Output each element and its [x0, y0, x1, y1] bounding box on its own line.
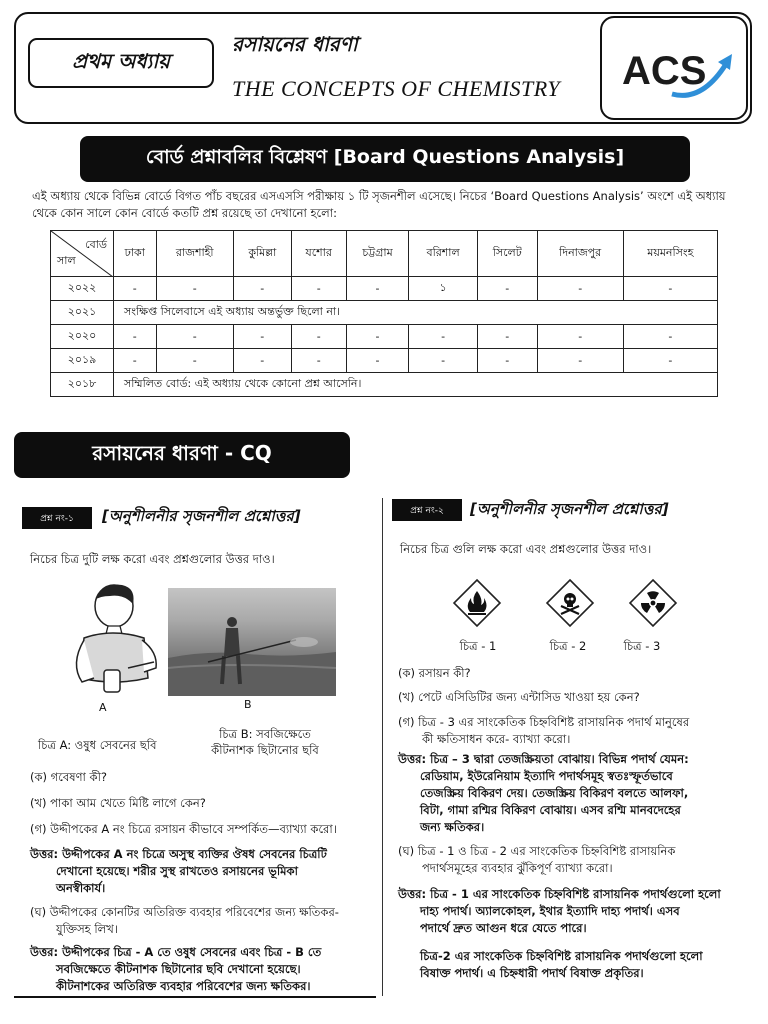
count-cell: - [233, 325, 291, 349]
table-row [51, 373, 718, 397]
board-header: যশোর [291, 231, 346, 277]
figure-b-letter: B [244, 698, 252, 711]
year-cell: ২০১৯ [51, 349, 114, 373]
analysis-intro: এই অধ্যায় থেকে বিভিন্ন বোর্ডে বিগত পাঁচ বছরের এসএসসি পরীক্ষায় ১ টি সৃজনশীল এসেছে। নিচের ‘Board Questions Analysis’ অংশে এই অধ্যায় থেকে কোন সালে কোন বোর্ডে কতটি প্রশ্ন রয়েছে তা দেখানো হলো: [32, 189, 726, 220]
figure-1-caption: চিত্র - 1 [459, 639, 497, 653]
question-1-prompt: নিচের চিত্র দুটি লক্ষ করো এবং প্রশ্নগুলোর উত্তর দাও। [30, 552, 275, 566]
caption-a: চিত্র A: ওষুধ সেবনের ছবি [38, 738, 157, 752]
year-cell: ২০২১ [51, 301, 114, 325]
count-cell: - [233, 349, 291, 373]
radioactive-symbol [628, 578, 678, 628]
toxic-symbol [545, 578, 595, 628]
q1-ka: (ক) গবেষণা কী? [30, 770, 107, 784]
chapter-label: প্রথম অধ্যায় [28, 38, 214, 88]
count-cell: - [537, 325, 623, 349]
count-cell: - [291, 349, 346, 373]
radiation-icon [628, 578, 678, 628]
q2-kha: (খ) পেটে এসিডিটির জন্য এন্টাসিড খাওয়া হয় কেন? [398, 690, 640, 704]
board-header: রাজশাহী [156, 231, 233, 277]
note-cell: সম্মিলিত বোর্ড: এই অধ্যায় থেকে কোনো প্রশ্ন আসেনি। [114, 373, 718, 397]
count-cell: - [156, 277, 233, 301]
chapter-title-en: THE CONCEPTS OF CHEMISTRY [232, 76, 561, 101]
board-header: ময়মনসিংহ [623, 231, 717, 277]
year-cell: ২০২০ [51, 325, 114, 349]
q1-kha: (খ) পাকা আম খেতে মিষ্টি লাগে কেন? [30, 796, 206, 810]
skull-crossbones-icon [545, 578, 595, 628]
table-row [51, 325, 718, 349]
count-cell: - [233, 277, 291, 301]
table-row [51, 301, 718, 325]
count-cell: - [291, 325, 346, 349]
board-header: দিনাজপুর [537, 231, 623, 277]
q2-ga-answer-line-1: উত্তর: চিত্র – 3 দ্বারা তেজস্ক্রিয়তা বোঝায়। বিভিন্ন পদার্থ যেমন: [398, 752, 689, 766]
question-2-tag: প্রশ্ন নং-২ [392, 499, 462, 521]
q2-gha-answer-line-2: দাহ্য পদার্থ। অ্যালকোহল, ইথার ইত্যাদি দাহ্য পদার্থ। এসব [420, 904, 680, 918]
board-questions-table [50, 230, 718, 397]
logo-frame [600, 16, 748, 120]
question-1-tag: প্রশ্ন নং-১ [22, 507, 92, 529]
q1-ga-answer-line-3: অনস্বীকার্য। [56, 881, 106, 895]
person-medicine-icon [62, 582, 160, 706]
q1-gha-line-2: যুক্তিসহ লিখ। [56, 922, 118, 936]
count-cell: - [623, 325, 717, 349]
caption-b-line-2: কীটনাশক ছিটানোর ছবি [211, 743, 319, 757]
table-row [51, 277, 718, 301]
q2-gha-line-2: পদার্থসমূহের ব্যবহার ঝুঁকিপূর্ণ ব্যাখ্যা করো। [422, 861, 613, 875]
q2-gha-answer-line-1: উত্তর: চিত্র - 1 এর সাংকেতিক চিহ্নবিশিষ্ট রাসায়নিক পদার্থগুলো হলো [398, 887, 721, 901]
q1-ga-answer-line-1: উত্তর: উদ্দীপকের A নং চিত্রে অসুস্থ ব্যক্তির ঔষধ সেবনের চিত্রটি [30, 847, 327, 861]
count-cell: - [477, 349, 537, 373]
count-cell: - [409, 349, 477, 373]
count-cell: - [291, 277, 346, 301]
q2-gha-line-1: (ঘ) চিত্র - 1 ও চিত্র - 2 এর সাংকেতিক চিহ্নবিশিষ্ট রাসায়নিক [398, 844, 676, 858]
q1-gha-answer-line-3: কীটনাশকের অতিরিক্ত ব্যবহার পরিবেশের জন্য ক্ষতিকর। [56, 979, 311, 993]
count-cell: - [477, 325, 537, 349]
q2-ga-answer-line-2: রেডিয়াম, ইউরেনিয়াম ইত্যাদি পদার্থসমূহ স্বতঃস্ফূর্তভাবে [420, 769, 673, 783]
count-cell: - [623, 277, 717, 301]
corner-board-label: বোর্ড [85, 238, 107, 251]
q2-ga-answer-line-5: জন্য ক্ষতিকর। [420, 820, 485, 834]
q2-ka: (ক) রসায়ন কী? [398, 666, 471, 680]
question-2-title: [অনুশীলনীর সৃজনশীল প্রশ্নোত্তর] [470, 500, 669, 518]
table-row [51, 349, 718, 373]
question-2-prompt: নিচের চিত্র গুলি লক্ষ করো এবং প্রশ্নগুলোর উত্তর দাও। [400, 542, 652, 556]
caption-b-line-1: চিত্র B: সবজিক্ষেতে [219, 727, 311, 741]
count-cell: ১ [409, 277, 477, 301]
count-cell: - [537, 349, 623, 373]
acs-logo-icon [602, 18, 746, 118]
table-corner-cell [51, 231, 114, 277]
table-header-row [51, 231, 718, 277]
question-1-title: [অনুশীলনীর সৃজনশীল প্রশ্নোত্তর] [102, 507, 301, 525]
count-cell: - [156, 349, 233, 373]
year-cell: ২০২২ [51, 277, 114, 301]
q1-gha-answer-line-2: সবজিক্ষেতে কীটনাশক ছিটানোর ছবি দেখানো হয়েছে। [56, 962, 301, 976]
count-cell: - [346, 277, 409, 301]
q1-ga-answer-line-2: দেখানো হয়েছে। শরীর সুস্থ রাখতেও রসায়নের ভূমিকা [56, 864, 298, 878]
count-cell: - [477, 277, 537, 301]
count-cell: - [537, 277, 623, 301]
bottom-rule [14, 996, 376, 998]
board-header: ঢাকা [114, 231, 157, 277]
count-cell: - [409, 325, 477, 349]
q1-gha-answer-line-1: উত্তর: উদ্দীপকের চিত্র - A তে ওষুধ সেবনের এবং চিত্র - B তে [30, 945, 322, 959]
q1-ga: (গ) উদ্দীপকের A নং চিত্রে রসায়ন কীভাবে সম্পর্কিত—ব্যাখ্যা করো। [30, 822, 337, 836]
count-cell: - [346, 349, 409, 373]
year-cell: ২০১৮ [51, 373, 114, 397]
note-cell: সংক্ষিপ্ত সিলেবাসে এই অধ্যায় অন্তর্ভুক্ত ছিলো না। [114, 301, 718, 325]
q2-gha-answer-line-4: চিত্র-2 এর সাংকেতিক চিহ্নবিশিষ্ট রাসায়নিক পদার্থগুলো হলো [420, 949, 703, 963]
farmer-spraying-icon [168, 588, 336, 696]
q2-gha-answer-line-3: পদার্থে দ্রুত আগুন ধরে যেতে পারে। [420, 921, 587, 935]
count-cell: - [623, 349, 717, 373]
board-header: চট্টগ্রাম [346, 231, 409, 277]
figure-a-letter: A [99, 701, 107, 714]
flame-icon [452, 578, 502, 628]
figure-2-caption: চিত্র - 2 [549, 639, 587, 653]
board-header: বরিশাল [409, 231, 477, 277]
figure-3-caption: চিত্র - 3 [623, 639, 661, 653]
q1-gha-line-1: (ঘ) উদ্দীপকের কোনটির অতিরিক্ত ব্যবহার পরিবেশের জন্য ক্ষতিকর- [30, 905, 339, 919]
q2-ga-answer-line-4: বিটা, গামা রশ্মির বিকিরণ বোঝায়। এসব রশ্মি মানবদেহের [420, 803, 681, 817]
count-cell: - [114, 277, 157, 301]
count-cell: - [156, 325, 233, 349]
chapter-title-bn: রসায়নের ধারণা [232, 32, 358, 56]
corner-year-label: সাল [57, 254, 76, 267]
q2-gha-answer-line-5: বিষাক্ত পদার্থ। এ চিহ্নধারী পদার্থ বিষাক্ত প্রকৃতির। [420, 966, 644, 980]
count-cell: - [114, 325, 157, 349]
figure-b-pesticide-spraying-photo [168, 588, 336, 696]
board-analysis-banner: বোর্ড প্রশ্নাবলির বিশ্লেষণ [Board Questions Analysis] [80, 136, 690, 182]
flammable-symbol [452, 578, 502, 628]
column-divider [382, 498, 383, 996]
q2-ga-answer-line-3: তেজস্ক্রিয় বিকিরণ দেয়। তেজস্ক্রিয় বিকিরণ বলতে আলফা, [420, 786, 689, 800]
q2-ga-line-2: কী ক্ষতিসাধন করে- ব্যাখ্যা করো। [422, 732, 571, 746]
figure-a-person-taking-medicine [62, 582, 160, 706]
board-header: সিলেট [477, 231, 537, 277]
q2-ga-line-1: (গ) চিত্র - 3 এর সাংকেতিক চিহ্নবিশিষ্ট রাসায়নিক পদার্থ মানুষের [398, 715, 690, 729]
board-header: কুমিল্লা [233, 231, 291, 277]
count-cell: - [114, 349, 157, 373]
cq-banner: রসায়নের ধারণা - CQ [14, 432, 350, 478]
logo-text: ACS [622, 49, 707, 93]
count-cell: - [346, 325, 409, 349]
